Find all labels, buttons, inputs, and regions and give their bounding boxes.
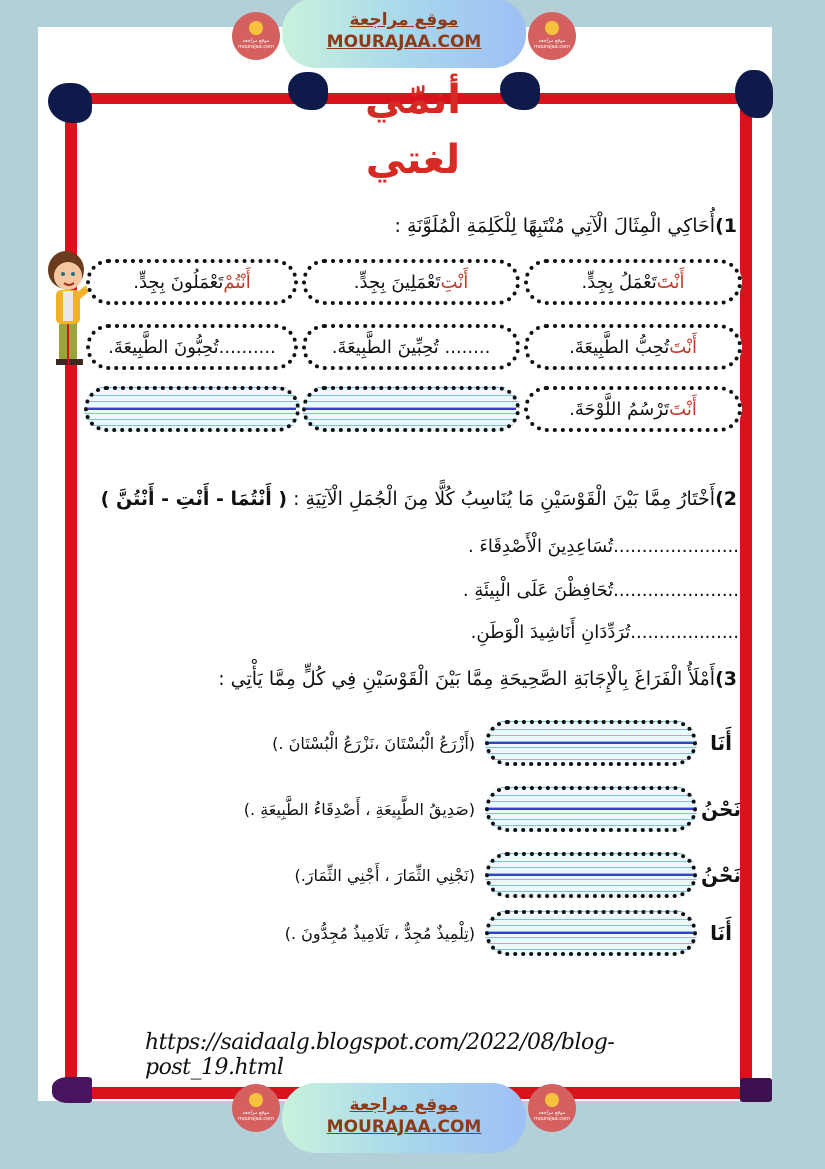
example-pill xyxy=(524,324,742,370)
answer-writing-box[interactable] xyxy=(485,786,697,832)
sentence: ........ تُحِبِّينَ الطَّبِيعَةَ. xyxy=(331,336,491,358)
sentence: تُحِبُّ الطَّبِيعَةَ. xyxy=(569,336,670,358)
sentence: تَرْسُمُ اللَّوْحَةَ. xyxy=(569,398,670,420)
pronoun: أَنَا xyxy=(710,921,732,945)
pronoun: أَنْتَ xyxy=(669,336,697,358)
sentence: ..........تُحِبُّونَ الطَّبِيعَةَ. xyxy=(108,336,276,358)
page-title: أنمّي لغتي xyxy=(364,77,461,183)
pronoun: أَنَا xyxy=(710,731,732,755)
badge-text: موقع مراجعة mourajaa.com xyxy=(533,38,570,50)
pronoun: أَنْتُمْ xyxy=(223,271,251,293)
exercise-1-instruction xyxy=(395,215,737,237)
pronoun: أَنْتَ xyxy=(669,398,697,420)
banner-arabic-link[interactable]: موقع مراجعة xyxy=(349,10,459,30)
example-pill xyxy=(524,259,742,305)
instruction-text: أُحَاكِي الْمِثَالَ الْآتِي مُنْتَبِهًا لِلْكَلِمَةِ الْمُلَوَّنَةِ : xyxy=(394,215,716,237)
choices-text: (تِلْمِيذٌ مُجِدٌّ ، تَلَامِيذُ مُجِدُّونَ .) xyxy=(284,923,475,943)
answer-writing-box[interactable] xyxy=(485,910,697,956)
exercise-3-row xyxy=(294,852,741,898)
site-logo-badge xyxy=(232,12,280,60)
exercise-3-row xyxy=(272,720,741,766)
instruction-text: أَخْتَارُ مِمَّا بَيْنَ الْقَوْسَيْنِ مَا يُنَاسِبُ كُلًّا مِنَ الْجُمَلِ الْآتِيَةِ : xyxy=(293,488,716,510)
badge-text: موقع مراجعة mourajaa.com xyxy=(237,1110,274,1122)
answer-writing-box[interactable] xyxy=(485,852,697,898)
exercise-number: 1) xyxy=(715,215,737,237)
options-text: ( أَنْتُمَا - أَنْتِ - أَنْتُنَّ ) xyxy=(100,488,288,510)
source-url-link[interactable]: https://saidaalg.blogspot.com/2022/08/blog-post_19.html xyxy=(145,1030,615,1080)
sentence: تَعْمَلُونَ بِجِدٍّ. xyxy=(133,271,224,293)
answer-writing-box[interactable] xyxy=(485,720,697,766)
exercise-number: 2) xyxy=(715,488,737,510)
banner-latin-link[interactable]: MOURAJAA.COM xyxy=(326,32,482,52)
pronoun: نَحْنُ xyxy=(701,863,741,887)
exercise-3-instruction xyxy=(218,668,737,690)
site-logo-badge xyxy=(528,1084,576,1132)
frame-left-border xyxy=(65,95,77,1095)
exercise-number: 3) xyxy=(715,668,737,690)
logo-icon xyxy=(249,1093,263,1107)
site-logo-badge xyxy=(232,1084,280,1132)
logo-icon xyxy=(545,1093,559,1107)
exercise-3-row xyxy=(285,910,741,956)
example-pill xyxy=(302,259,520,305)
site-banner-bottom[interactable] xyxy=(282,1083,526,1153)
example-pill xyxy=(86,259,298,305)
sentence: تَعْمَلُ بِجِدٍّ. xyxy=(581,271,657,293)
badge-text: موقع مراجعة mourajaa.com xyxy=(237,38,274,50)
heart-corner-icon xyxy=(48,83,92,123)
pronoun: أَنْتِ xyxy=(440,271,469,293)
logo-icon xyxy=(249,21,263,35)
badge-text: موقع مراجعة mourajaa.com xyxy=(533,1110,570,1122)
exercise-2-instruction xyxy=(101,488,737,510)
example-pill xyxy=(524,386,742,432)
fill-in-sentence[interactable]: ......................تُحَافِظْنَ عَلَى الْبِيئَةِ . xyxy=(462,580,739,601)
corner-decoration-icon xyxy=(52,1077,92,1103)
answer-writing-box[interactable] xyxy=(302,386,520,432)
pronoun: نَحْنُ xyxy=(701,797,741,821)
heart-corner-icon xyxy=(735,70,773,118)
exercise-3-row xyxy=(244,786,741,832)
logo-icon xyxy=(545,21,559,35)
choices-text: (أَزْرَعُ الْبُسْتَانَ ،نَزْرَعُ الْبُسْتَانَ .) xyxy=(272,733,475,753)
answer-writing-box[interactable] xyxy=(84,386,300,432)
frame-right-border xyxy=(740,95,752,1095)
fill-in-pill[interactable] xyxy=(86,324,298,370)
pronoun: أَنْتَ xyxy=(656,271,685,293)
choices-text: (نَجْنِي الثِّمَارَ ، أَجْنِي الثِّمَارَ.) xyxy=(294,865,475,885)
corner-decoration-icon xyxy=(740,1078,772,1102)
fill-in-sentence[interactable]: ...................تُرَدِّدَانِ أَنَاشِيدَ الْوَطَنِ. xyxy=(470,622,739,643)
choices-text: (صَدِيقُ الطَّبِيعَةِ ، أَصْدِقَاءُ الطَّبِيعَةِ .) xyxy=(243,799,475,819)
instruction-text: أَمْلَأُ الْفَرَاغَ بِالْإِجَابَةِ الصَّحِيحَةِ مِمَّا بَيْنَ الْقَوْسَيْنِ فِي كُلٍّ مِمَّا يَأْتِي : xyxy=(218,668,716,690)
banner-arabic-link[interactable]: موقع مراجعة xyxy=(349,1095,459,1115)
site-banner-top[interactable] xyxy=(282,0,526,68)
site-logo-badge xyxy=(528,12,576,60)
sentence: تَعْمَلِينَ بِجِدٍّ. xyxy=(353,271,441,293)
fill-in-pill[interactable] xyxy=(302,324,520,370)
fill-in-sentence[interactable]: ......................تُسَاعِدِينَ الْأَصْدِقَاءَ . xyxy=(467,536,739,557)
banner-latin-link[interactable]: MOURAJAA.COM xyxy=(326,1117,482,1137)
